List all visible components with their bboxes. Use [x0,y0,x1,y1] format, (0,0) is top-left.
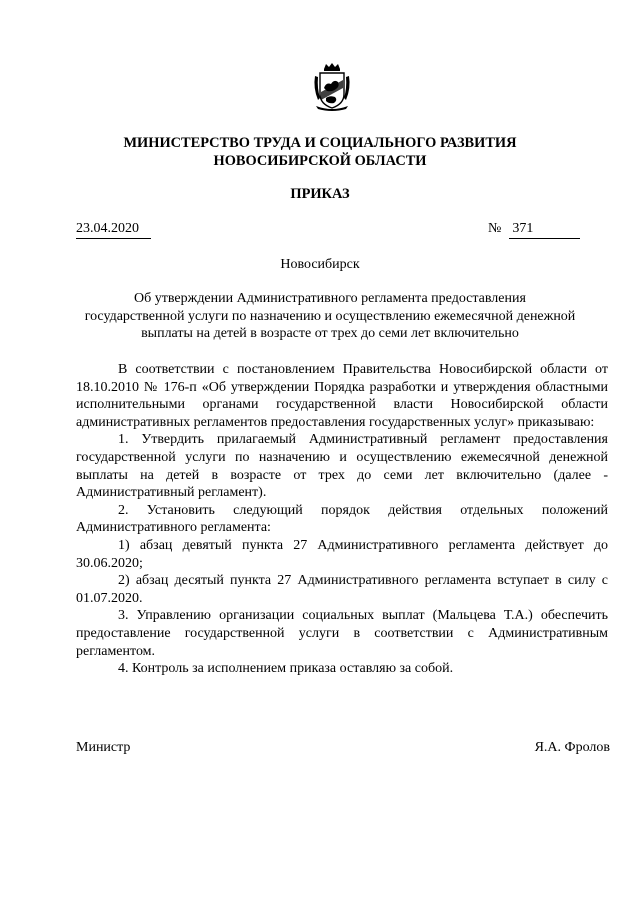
number-value: 371 [509,220,580,239]
preamble-paragraph: В соответствии с постановлением Правительства Новосибирской области от 18.10.2010 № 176-п «Об утверждении Порядка разработки и утверждения областными исполнительными органами государственной власти Новосибирской области административных регламентов предоставления государственных услуг» приказываю: [76,362,608,430]
order-number [488,220,580,239]
ministry-line-2: НОВОСИБИРСКОЙ ОБЛАСТИ [213,153,427,169]
order-body [76,361,608,678]
item-3-paragraph: 3. Управлению организации социальных выплат (Мальцева Т.А.) обеспечить предоставление государственной услуги в соответствии с Административным регламентом. [76,608,608,659]
item-4-paragraph: 4. Контроль за исполнением приказа оставляю за собой. [118,661,454,677]
document-type: ПРИКАЗ [290,186,350,202]
number-sign: № [488,221,502,236]
coat-of-arms-icon [312,62,352,112]
ministry-line-1: МИНИСТЕРСТВО ТРУДА И СОЦИАЛЬНОГО РАЗВИТИЯ [123,135,517,151]
subject-line-3: выплаты на детей в возрасте от трех до семи лет включительно [141,326,519,342]
item-2-2-paragraph: 2) абзац десятый пункта 27 Административного регламента вступает в силу с 01.07.2020. [76,573,608,606]
subject-line-2: государственной услуги по назначению и осуществлению ежемесячной денежной [84,308,576,324]
city: Новосибирск [280,257,360,272]
order-subject [76,290,584,343]
order-date: 23.04.2020 [76,220,151,239]
item-1-paragraph: 1. Утвердить прилагаемый Административный регламент предоставления государственной услуги по назначению и осуществлению ежемесячной денежной выплаты на детей в возрасте от трех до семи лет включительно (далее - Административный регламент). [76,432,608,501]
signatory-name: Я.А. Фролов [534,740,610,755]
item-2-1-paragraph: 1) абзац девятый пункта 27 Административного регламента действует до 30.06.2020; [76,537,608,571]
signatory-position: Министр [76,740,131,755]
ministry-name [60,134,580,170]
item-2-paragraph: 2. Установить следующий порядок действия отдельных положений Административного регламента: [76,502,608,536]
subject-line-1: Об утверждении Административного регламента предоставления [134,291,526,306]
